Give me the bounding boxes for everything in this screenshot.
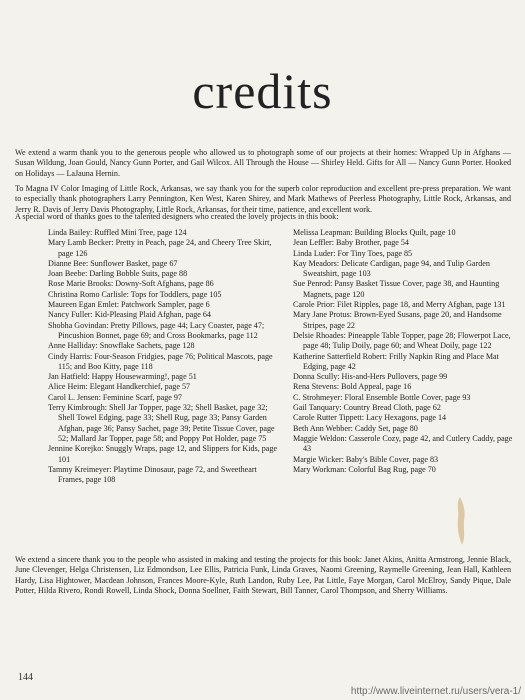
credit-entry: Carole Prior: Filet Ripples, page 18, and Merry Afghan, page 131	[293, 300, 506, 310]
testers-thanks-paragraph: We extend a sincere thank you to the people who assisted in making and testing the projects for this book: Janet Akins, Anitta Armstrong, Jennie Black, June Clevenger, Helga Christensen, Liz Edmondson, Lee Ellis, Patricia Funk, Linda Graves, Naomi Greening, Raymelle Greening, Jean Hall, Kathleen Hardy, Lisa Hightower, Macdean Johnson, Frances Moore-Kyle, Ruth Landon, Ruby Lee, Pat Little, Faye Morgan, Carol McElroy, Sandy Pique, Dale Potter, Hilda Rivero, Rondi Rowell, Linda Shock, Donna Soellner, Faith Stewart, Bill Tanner, Carol Thompson, and Sherry Williams.	[15, 555, 511, 596]
credit-entry: Mary Lamb Becker: Pretty in Peach, page 24, and Cheery Tree Skirt, page 126	[48, 238, 272, 258]
credit-entry: Jennine Korejko: Snuggly Wraps, page 12, and Slippers for Kids, page 101	[48, 444, 278, 464]
credit-entry: Terry Kimbrough: Shell Jar Topper, page 32; Shell Basket, page 32; Shell Towel Edging, page 33; Shell Rug, page 33; Pansy Garden Afghan, page 36; Pansy Sachet, page 39; Petite Tissue Cover, page 52; Mallard Jar Topper, page 58; and Poppy Pot Holder, page 75	[48, 403, 275, 443]
credit-entry: Sue Penrod: Pansy Basket Tissue Cover, page 38, and Haunting Magnets, page 120	[293, 279, 500, 299]
designers-list-right	[293, 228, 515, 475]
credit-entry: Donna Scully: His-and-Hers Pullovers, page 99	[293, 372, 448, 382]
credit-entry: Alice Heim: Elegant Handkerchief, page 57	[48, 382, 191, 392]
ink-stain-mark	[454, 497, 468, 545]
credit-entry: Mary Jane Protus: Brown-Eyed Susans, page 20, and Handsome Stripes, page 22	[293, 310, 502, 330]
credit-entry: Carol L. Jensen: Feminine Scarf, page 97	[48, 392, 182, 402]
designers-list-left	[48, 228, 280, 485]
credit-entry: Dianne Bee: Sunflower Basket, page 67	[48, 258, 178, 268]
credit-entry: Delsie Rhoades: Pineapple Table Topper, page 28; Flowerpot Lace, page 48; Tulip Doily, page 60; and Wheat Doily, page 122	[293, 330, 511, 351]
page-number: 144	[18, 672, 33, 683]
credit-entry: Kay Meadors: Delicate Cardigan, page 94, and Tulip Garden Sweatshirt, page 103	[293, 258, 490, 279]
credit-entry: Maureen Egan Emlet: Patchwork Sampler, page 6	[48, 300, 210, 310]
source-watermark: http://www.liveinternet.ru/users/vera-1/	[350, 686, 521, 697]
credit-entry: Shobha Govindan: Pretty Pillows, page 44; Lacy Coaster, page 47; Pincushion Bonnet, page 69; and Cross Bookmarks, page 112	[48, 320, 265, 340]
credit-entry: C. Strohmeyer: Floral Ensemble Bottle Cover, page 93	[293, 392, 471, 402]
credit-entry: Maggie Weldon: Casserole Cozy, page 42, and Cutlery Caddy, page 43	[293, 433, 513, 454]
credit-entry: Margie Wicker: Baby's Bible Cover, page 83	[293, 454, 439, 464]
credit-entry: Tammy Kreimeyer: Playtime Dinosaur, page 72, and Sweetheart Frames, page 108	[48, 464, 257, 485]
credit-entry: Linda Luder: For Tiny Toes, page 85	[293, 248, 413, 258]
credit-entry: Christina Romo Carlisle: Tops for Toddlers, page 105	[48, 289, 222, 299]
credit-entry: Melissa Leapman: Building Blocks Quilt, page 10	[293, 228, 456, 237]
credit-entry: Rena Stevens: Bold Appeal, page 16	[293, 382, 412, 392]
credit-entry: Beth Ann Webber: Caddy Set, page 80	[293, 423, 418, 433]
credit-entry: Linda Bailey: Ruffled Mini Tree, page 124	[48, 228, 187, 237]
credit-entry: Joan Beebe: Darling Bobble Suits, page 88	[48, 269, 188, 279]
page-title: credits	[192, 63, 333, 119]
credit-entry: Nancy Fuller: Kid-Pleasing Plaid Afghan, page 64	[48, 310, 211, 320]
credit-entry: Anne Halliday: Snowflake Sachets, page 128	[48, 341, 195, 351]
credit-entry: Katherine Satterfield Robert: Frilly Napkin Ring and Place Mat Edging, page 42	[293, 351, 499, 371]
credit-entry: Carole Rutter Tippett: Lacy Hexagons, page 14	[293, 413, 447, 423]
designers-intro-paragraph: A special word of thanks goes to the talented designers who created the lovely projects in this book:	[15, 212, 339, 221]
credit-entry: Mary Workman: Colorful Bag Rug, page 70	[293, 464, 436, 474]
homes-thanks-paragraph: We extend a warm thank you to the generous people who allowed us to photograph some of our projects at their homes: Wrapped Up in Afghans — Susan Wildung, Joan Gould, Nancy Gunn Porter, and Gail Wilcox. All Through the House — Shirley Held. Gifts for All — Nancy Gunn Porter. Hooked on Holidays — LaJauna Hernin.	[15, 148, 511, 178]
imaging-thanks-paragraph: To Magna IV Color Imaging of Little Rock, Arkansas, we say thank you for the superb color reproduction and excellent pre-press preparation. We want to especially thank photographers Larry Pennington, Ken West, Karen Shirey, and Mark Mathews of Peerless Photography, Little Rock, Arkansas, and Jerry R. Davis of Jerry Davis Photography, Little Rock, Arkansas, for their time, patience, and excellent work.	[15, 184, 511, 214]
credit-entry: Gail Tanquary: Country Bread Cloth, page 62	[293, 403, 441, 413]
credit-entry: Cindy Harris: Four-Season Fridgies, page 76; Political Mascots, page 115; and Boo Kitty, page 118	[48, 351, 273, 371]
credit-entry: Jan Hatfield: Happy Housewarming!, page 51	[48, 372, 197, 382]
credit-entry: Rose Marie Brooks: Downy-Soft Afghans, page 86	[48, 279, 214, 289]
credit-entry: Jean Leffler: Baby Brother, page 54	[293, 238, 409, 248]
